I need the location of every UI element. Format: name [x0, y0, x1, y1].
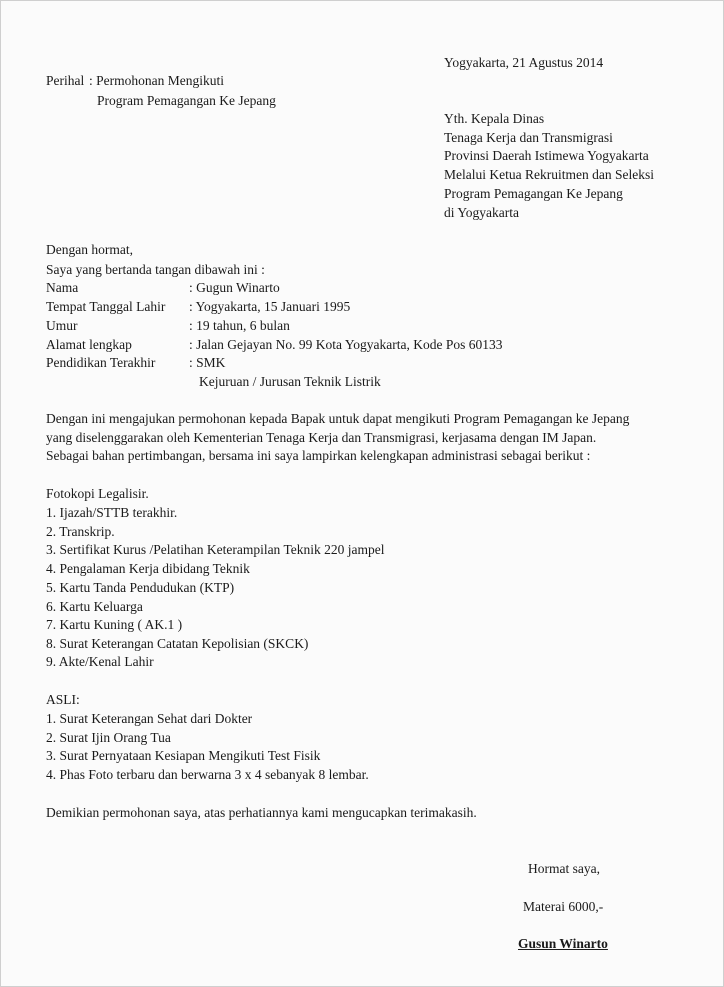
field-label-birth: Tempat Tanggal Lahir: [46, 299, 166, 314]
greeting: Dengan hormat,: [46, 242, 133, 257]
list-item: 3. Surat Pernyataan Kesiapan Mengikuti Test Fisik: [46, 748, 321, 763]
field-value-name: : Gugun Winarto: [189, 280, 280, 295]
field-label-address: Alamat lengkap: [46, 337, 132, 352]
recipient-line: Melalui Ketua Rekruitmen dan Seleksi: [444, 167, 654, 182]
signer-name: Gusun Winarto: [518, 936, 608, 951]
list-item: 1. Ijazah/STTB terakhir.: [46, 505, 178, 520]
list-item: 3. Sertifikat Kurus /Pelatihan Keterampilan Teknik 220 jampel: [46, 542, 385, 557]
stamp-note: Materai 6000,-: [523, 899, 604, 914]
list-item: 7. Kartu Kuning ( AK.1 ): [46, 617, 183, 632]
body-line: Sebagai bahan pertimbangan, bersama ini saya lampirkan kelengkapan administrasi sebagai berikut :: [46, 448, 591, 463]
subject-line-2: Program Pemagangan Ke Jepang: [97, 93, 276, 108]
field-value-age: : 19 tahun, 6 bulan: [189, 318, 290, 333]
list-item: 2. Surat Ijin Orang Tua: [46, 730, 171, 745]
list-item: 4. Pengalaman Kerja dibidang Teknik: [46, 561, 250, 576]
originals-title: ASLI:: [46, 692, 80, 707]
regards: Hormat saya,: [528, 861, 600, 876]
list-item: 2. Transkrip.: [46, 524, 115, 539]
field-value-education: : SMK: [189, 355, 226, 370]
list-item: 1. Surat Keterangan Sehat dari Dokter: [46, 711, 253, 726]
recipient-line: Provinsi Daerah Istimewa Yogyakarta: [444, 148, 649, 163]
field-label-age: Umur: [46, 318, 78, 333]
list-item: 4. Phas Foto terbaru dan berwarna 3 x 4 sebanyak 8 lembar.: [46, 767, 369, 782]
intro-text: Saya yang bertanda tangan dibawah ini :: [46, 262, 265, 277]
recipient-line: di Yogyakarta: [444, 205, 519, 220]
list-item: 9. Akte/Kenal Lahir: [46, 654, 154, 669]
list-item: 5. Kartu Tanda Pendudukan (KTP): [46, 580, 235, 595]
place-date: Yogyakarta, 21 Agustus 2014: [444, 55, 604, 70]
copies-title: Fotokopi Legalisir.: [46, 486, 149, 501]
closing-text: Demikian permohonan saya, atas perhatiannya kami mengucapkan terimakasih.: [46, 805, 477, 820]
field-value-address: : Jalan Gejayan No. 99 Kota Yogyakarta, Kode Pos 60133: [189, 337, 503, 352]
recipient-line: Yth. Kepala Dinas: [444, 111, 545, 126]
subject-label: Perihal: [46, 73, 85, 88]
recipient-line: Program Pemagangan Ke Jepang: [444, 186, 623, 201]
list-item: 6. Kartu Keluarga: [46, 599, 143, 614]
education-detail: Kejuruan / Jurusan Teknik Listrik: [199, 374, 381, 389]
body-line: yang diselenggarakan oleh Kementerian Tenaga Kerja dan Transmigrasi, kerjasama dengan IM Japan.: [46, 430, 597, 445]
field-label-education: Pendidikan Terakhir: [46, 355, 156, 370]
recipient-line: Tenaga Kerja dan Transmigrasi: [444, 130, 613, 145]
list-item: 8. Surat Keterangan Catatan Kepolisian (SKCK): [46, 636, 309, 651]
field-value-birth: : Yogyakarta, 15 Januari 1995: [189, 299, 351, 314]
body-line: Dengan ini mengajukan permohonan kepada Bapak untuk dapat mengikuti Program Pemagangan ke Jepang: [46, 411, 630, 426]
subject-line-1: : Permohonan Mengikuti: [89, 73, 224, 88]
field-label-name: Nama: [46, 280, 79, 295]
